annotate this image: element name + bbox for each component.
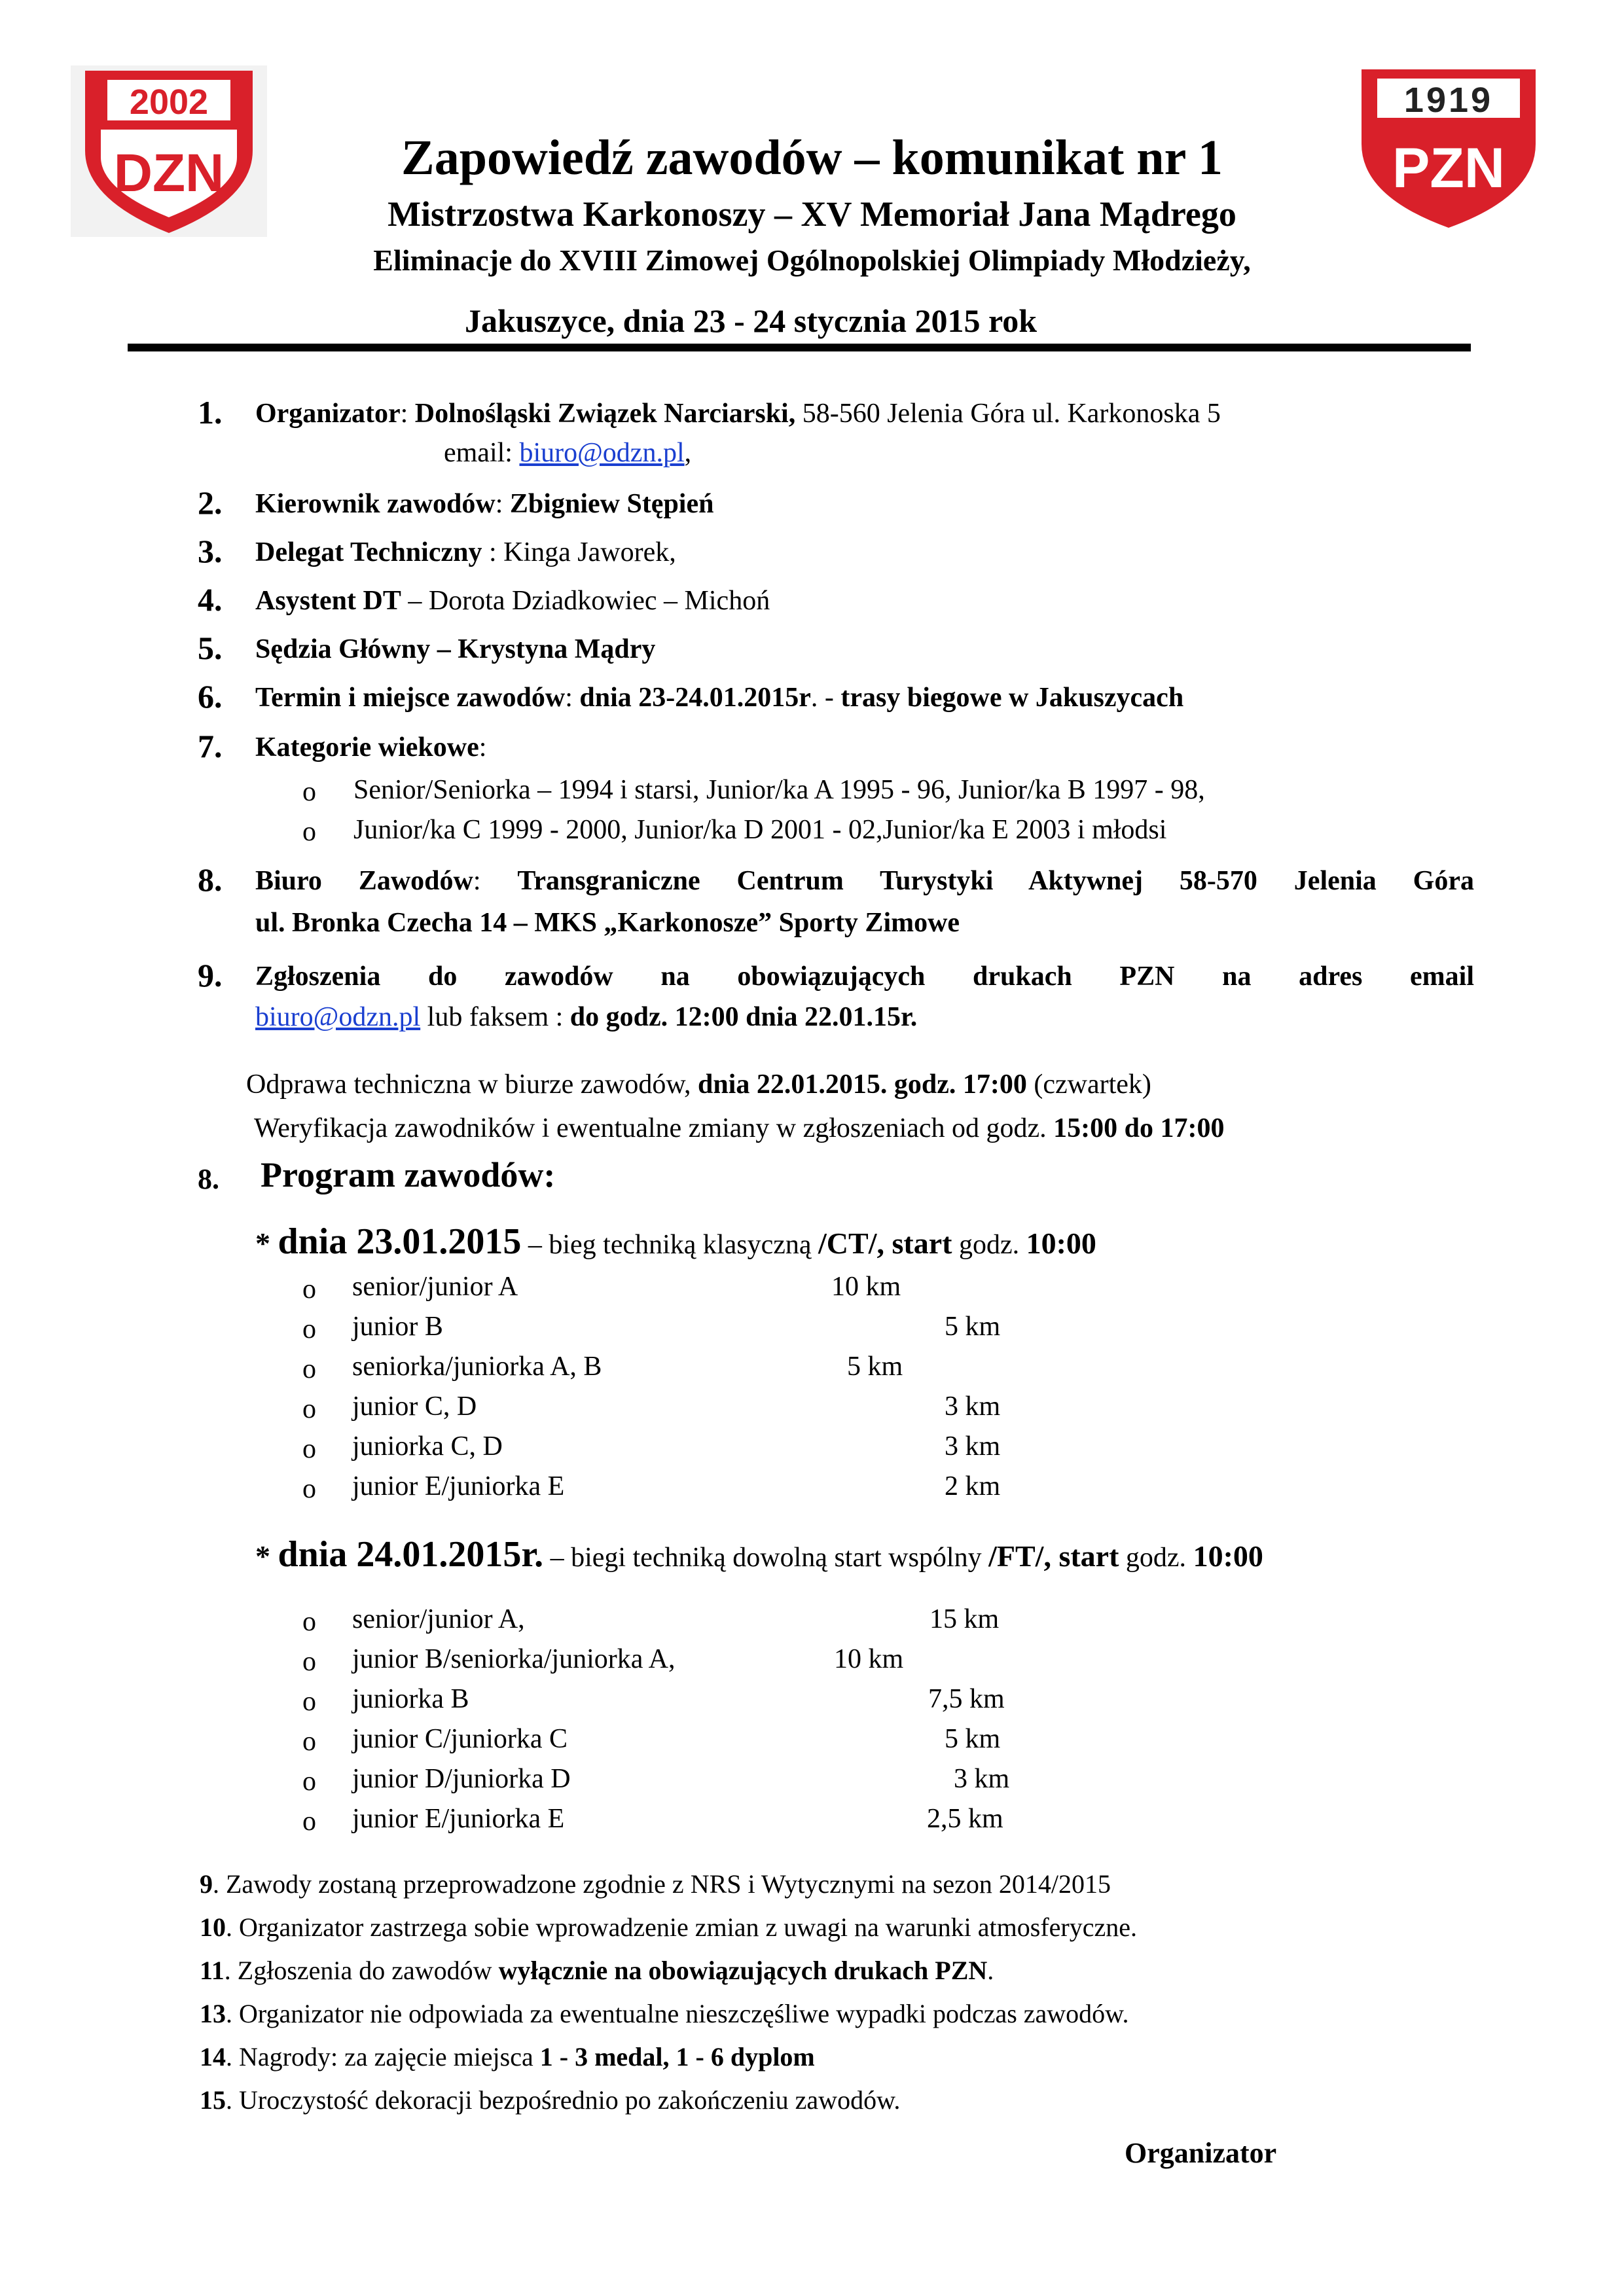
- race-distance: 5 km: [945, 1312, 1001, 1342]
- footer-item-bold: wyłącznie na obowiązujących drukach PZN: [498, 1956, 988, 1985]
- footer-item-text: . Organizator zastrzega sobie wprowadzenie zmian z uwagi na warunki atmosferyczne.: [226, 1912, 1137, 1942]
- program-day-2-heading: [255, 1532, 1263, 1587]
- bullet-icon: o: [302, 1434, 316, 1464]
- race-distance: 10 km: [834, 1644, 904, 1674]
- item-7-line: [255, 730, 486, 765]
- item-3-label: Delegat Techniczny: [255, 537, 482, 567]
- race-category: seniorka/juniorka A, B: [352, 1352, 602, 1382]
- day-2-date: dnia 24.01.2015r.: [278, 1534, 544, 1575]
- item-9-email-link[interactable]: biuro@odzn.pl: [255, 1002, 421, 1032]
- item-1-email-line: [444, 435, 691, 471]
- header-divider: [128, 344, 1471, 351]
- race-category: senior/junior A: [352, 1272, 518, 1302]
- race-category: junior B: [352, 1312, 443, 1342]
- item-4-line: [255, 583, 770, 619]
- footer-item: [200, 1910, 1137, 1945]
- program-title: Program zawodów:: [261, 1155, 556, 1194]
- footer-item-text: . Zgłoszenia do zawodów: [224, 1956, 499, 1985]
- item-9-line-2: [255, 999, 917, 1035]
- race-distance: 2 km: [945, 1471, 1001, 1501]
- race-category: junior E/juniorka E: [352, 1471, 565, 1501]
- day-1-time-label: godz.: [952, 1230, 1026, 1260]
- footer-item: [200, 1996, 1128, 2032]
- day-1-technique: /CT/, start: [818, 1227, 952, 1260]
- footer-item-number: 15: [200, 2085, 226, 2115]
- verification-text: Weryfikacja zawodników i ewentualne zmiany w zgłoszeniach od godz.: [254, 1113, 1054, 1143]
- race-distance: 3 km: [945, 1431, 1001, 1462]
- item-2-colon: :: [495, 489, 510, 519]
- item-8-value: Transgraniczne Centrum Turystyki Aktywnej 58-570 Jelenia Góra: [517, 866, 1474, 896]
- dzn-logo-initials: DZN: [113, 143, 225, 203]
- briefing-weekday: (czwartek): [1026, 1069, 1151, 1100]
- dzn-logo-year: 2002: [129, 82, 209, 122]
- footer-item-end: .: [987, 1956, 994, 1985]
- bullet-icon: o: [302, 1806, 316, 1837]
- day-2-star: *: [255, 1539, 278, 1573]
- day-1-description: – bieg techniką klasyczną: [521, 1230, 819, 1260]
- verification-line: [254, 1111, 1225, 1146]
- item-1-label: Organizator: [255, 399, 401, 429]
- race-distance: 15 km: [929, 1604, 1000, 1634]
- item-3-value: : Kinga Jaworek,: [482, 537, 676, 567]
- item-1-number: 1.: [198, 394, 223, 431]
- item-2-value: Zbigniew Stępień: [509, 489, 714, 519]
- briefing-line: [246, 1067, 1151, 1102]
- item-6-place: trasy biegowe w Jakuszycach: [840, 683, 1184, 713]
- item-2-line: [255, 486, 713, 522]
- briefing-text: Odprawa techniczna w biurze zawodów,: [246, 1069, 698, 1100]
- race-distance: 3 km: [954, 1764, 1010, 1794]
- item-3-line: [255, 535, 676, 570]
- race-category: senior/junior A,: [352, 1604, 525, 1634]
- footer-item: [200, 1867, 1111, 1902]
- place-date: Jakuszyce, dnia 23 - 24 stycznia 2015 rok: [465, 302, 1038, 339]
- footer-item: [200, 2083, 900, 2118]
- race-distance: 10 km: [831, 1272, 901, 1302]
- race-distance: 5 km: [847, 1352, 903, 1382]
- footer-item-number: 11: [200, 1956, 225, 1985]
- footer-item-number: 9: [200, 1869, 213, 1899]
- race-distance: 2,5 km: [927, 1804, 1003, 1834]
- item-1-org: Dolnośląski Związek Narciarski,: [414, 399, 796, 429]
- eliminations-line: Eliminacje do XVIII Zimowej Ogólnopolskiej Olimpiady Młodzieży,: [373, 243, 1251, 277]
- day-2-time-label: godz.: [1119, 1543, 1193, 1573]
- event-subtitle: Mistrzostwa Karkonoszy – XV Memoriał Jana Mądrego: [388, 194, 1236, 234]
- bullet-icon: o: [302, 777, 316, 807]
- age-category-line: Senior/Seniorka – 1994 i starsi, Junior/ka A 1995 - 96, Junior/ka B 1997 - 98,: [353, 775, 1205, 805]
- footer-item-text: . Uroczystość dekoracji bezpośrednio po zakończeniu zawodów.: [226, 2085, 901, 2115]
- footer-item: [200, 2039, 815, 2075]
- bullet-icon: o: [302, 1474, 316, 1504]
- bullet-icon: o: [302, 1354, 316, 1384]
- signature: Organizator: [1125, 2137, 1277, 2169]
- day-2-technique: /FT/, start: [988, 1539, 1119, 1573]
- item-6-colon: :: [565, 683, 580, 713]
- item-2-number: 2.: [198, 484, 223, 521]
- footer-item-number: 13: [200, 1999, 226, 2028]
- item-4-number: 4.: [198, 581, 223, 618]
- item-1-address: 58-560 Jelenia Góra ul. Karkonoska 5: [795, 399, 1221, 429]
- item-2-label: Kierownik zawodów: [255, 489, 496, 519]
- item-4-value: – Dorota Dziadkowiec – Michoń: [401, 586, 770, 616]
- item-1-email-label: email:: [444, 438, 520, 468]
- race-category: junior D/juniorka D: [352, 1764, 571, 1794]
- item-5-line: Sędzia Główny – Krystyna Mądry: [255, 634, 656, 664]
- race-category: junior C, D: [352, 1391, 477, 1422]
- item-6-number: 6.: [198, 678, 223, 715]
- race-distance: 5 km: [945, 1724, 1001, 1754]
- bullet-icon: o: [302, 1767, 316, 1797]
- bullet-icon: o: [302, 1274, 316, 1304]
- item-1-line: [255, 396, 1221, 431]
- day-1-time: 10:00: [1026, 1227, 1096, 1260]
- race-category: junior C/juniorka C: [352, 1724, 568, 1754]
- footer-item-text: . Nagrody: za zajęcie miejsca: [226, 2042, 540, 2072]
- item-1-colon: :: [400, 399, 408, 429]
- item-8-colon: :: [473, 866, 518, 896]
- item-6-line: [255, 680, 1183, 715]
- footer-item-bold: 1 - 3 medal, 1 - 6 dyplom: [539, 2042, 815, 2072]
- race-category: juniorka C, D: [352, 1431, 503, 1462]
- item-5-number: 5.: [198, 630, 223, 666]
- day-2-description: – biegi techniką dowolną start wspólny: [543, 1543, 989, 1573]
- briefing-datetime: dnia 22.01.2015. godz. 17:00: [697, 1069, 1027, 1100]
- item-3-number: 3.: [198, 533, 223, 569]
- pzn-logo-initials: PZN: [1392, 137, 1505, 200]
- item-6-label: Termin i miejsce zawodów: [255, 683, 566, 713]
- footer-item-number: 14: [200, 2042, 226, 2072]
- item-8-address: ul. Bronka Czecha 14 – MKS „Karkonosze” Sporty Zimowe: [255, 908, 960, 938]
- day-1-date: dnia 23.01.2015: [278, 1221, 522, 1262]
- item-8-label: Biuro Zawodów: [255, 866, 473, 896]
- bullet-icon: o: [302, 1394, 316, 1424]
- race-category: junior B/seniorka/juniorka A,: [352, 1644, 676, 1674]
- day-2-time: 10:00: [1193, 1539, 1263, 1573]
- item-9-fax-text: lub faksem :: [420, 1002, 570, 1032]
- item-6-separator: . -: [810, 683, 841, 713]
- page-title: Zapowiedź zawodów – komunikat nr 1: [401, 130, 1223, 185]
- item-8-number: 8.: [198, 861, 223, 898]
- program-day-1-heading: [255, 1219, 1096, 1274]
- footer-item-text: . Zawody zostaną przeprowadzone zgodnie z NRS i Wytycznymi na sezon 2014/2015: [213, 1869, 1111, 1899]
- age-category-line: Junior/ka C 1999 - 2000, Junior/ka D 2001 - 02,Junior/ka E 2003 i młodsi: [353, 815, 1167, 845]
- verification-hours: 15:00 do 17:00: [1053, 1113, 1225, 1143]
- item-1-email-comma: ,: [684, 438, 692, 468]
- bullet-icon: o: [302, 1647, 316, 1677]
- item-1-email-link[interactable]: biuro@odzn.pl: [519, 438, 685, 468]
- race-category: juniorka B: [352, 1684, 469, 1714]
- bullet-icon: o: [302, 1687, 316, 1717]
- day-1-star: *: [255, 1227, 278, 1260]
- footer-item-text: . Organizator nie odpowiada za ewentualne nieszczęśliwe wypadki podczas zawodów.: [226, 1999, 1129, 2028]
- item-7-number: 7.: [198, 728, 223, 764]
- bullet-icon: o: [302, 817, 316, 847]
- pzn-logo-year: 1919: [1403, 81, 1494, 120]
- race-distance: 3 km: [945, 1391, 1001, 1422]
- footer-item-number: 10: [200, 1912, 226, 1942]
- item-9-deadline: do godz. 12:00 dnia 22.01.15r.: [569, 1002, 918, 1032]
- bullet-icon: o: [302, 1727, 316, 1757]
- item-6-date: dnia 23-24.01.2015r: [579, 683, 811, 713]
- bullet-icon: o: [302, 1607, 316, 1637]
- item-9-number: 9.: [198, 957, 223, 994]
- program-number: 8.: [198, 1163, 219, 1195]
- item-7-colon: :: [478, 732, 487, 762]
- bullet-icon: o: [302, 1314, 316, 1344]
- race-category: junior E/juniorka E: [352, 1804, 565, 1834]
- footer-item: [200, 1953, 994, 1988]
- item-4-label: Asystent DT: [255, 586, 401, 616]
- race-distance: 7,5 km: [928, 1684, 1005, 1714]
- item-9-line: Zgłoszenia do zawodów na obowiązujących drukach PZN na adres email: [255, 961, 1474, 992]
- item-7-label: Kategorie wiekowe: [255, 732, 479, 762]
- item-8-line: [255, 863, 1474, 899]
